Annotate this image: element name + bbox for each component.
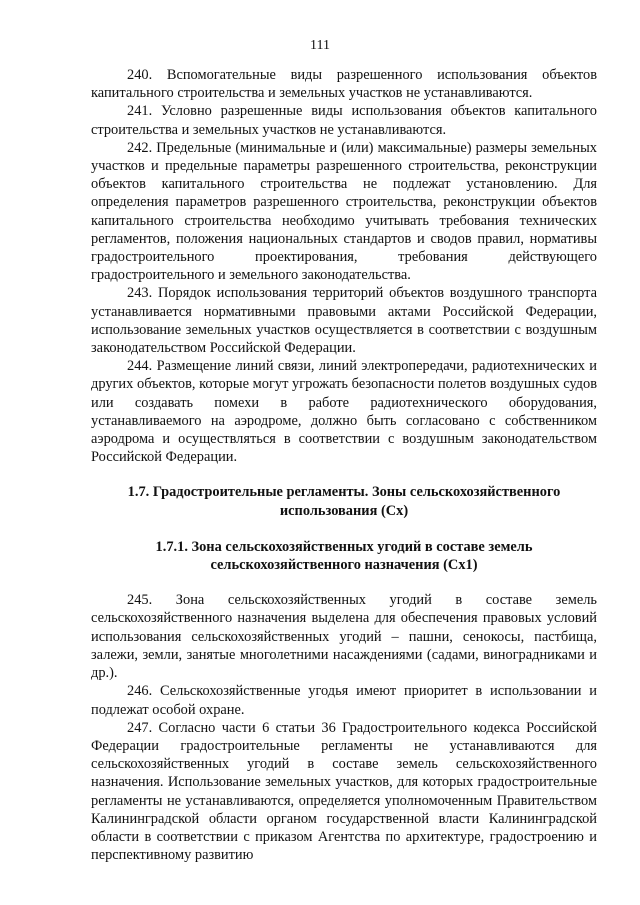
- document-body: [91, 66, 597, 864]
- paragraph-243: 243. Порядок использования территорий объектов воздушного транспорта устанавливается нормативными правовыми актами Российской Федерации, использование земельных участков осуществляется в соответствии с воздушным законодательством Российской Федерации.: [91, 285, 597, 357]
- paragraph-245: 245. Зона сельскохозяйственных угодий в составе земель сельскохозяйственного назначения выделена для обеспечения правовых условий использования сельскохозяйственных угодий – пашни, сенокосы, пастбища, залежи, земли, занятые многолетними насаждениями (садами, виноградниками и др.).: [91, 592, 597, 682]
- paragraph-246: 246. Сельскохозяйственные угодья имеют приоритет в использовании и подлежат особой охране.: [91, 683, 597, 718]
- paragraph-244: 244. Размещение линий связи, линий электропередачи, радиотехнических и других объектов, которые могут угрожать безопасности полетов воздушных судов или создавать помехи в работе радиотехнического оборудования, устанавливаемого на аэродроме, должно быть согласовано с собственником аэродрома и осуществляться в соответствии с воздушным законодательством Российской Федерации.: [91, 358, 597, 466]
- paragraph-241: 241. Условно разрешенные виды использования объектов капитального строительства и земельных участков не устанавливаются.: [91, 103, 597, 138]
- paragraph-240: 240. Вспомогательные виды разрешенного использования объектов капитального строительства и земельных участков не устанавливаются.: [91, 67, 597, 102]
- subsection-heading: 1.7.1. Зона сельскохозяйственных угодий в составе земель сельскохозяйственного назначения (Сх1): [155, 538, 533, 574]
- paragraph-247: 247. Согласно части 6 статьи 36 Градостроительного кодекса Российской Федерации градостроительные регламенты не устанавливаются для сельскохозяйственных угодий в составе земель сельскохозяйственного назначения. Использование земельных участков, для которых градостроительные регламенты не устанавливаются, определяется уполномоченным Правительством Калининградской области органом государственной власти Калининградской области в соответствии с приказом Агентства по архитектуре, градостроению и перспективному развитию: [91, 719, 597, 864]
- section-heading: 1.7. Градостроительные регламенты. Зоны сельскохозяйственного использования (Сх): [127, 484, 561, 519]
- paragraph-242: 242. Предельные (минимальные и (или) максимальные) размеры земельных участков и предельные параметры разрешенного строительства, реконструкции объектов капитального строительства не подлежат установлению. Для определения параметров разрешенного строительства, реконструкции объектов капитального строительства необходимо учитывать требования технических регламентов, положения национальных стандартов и сводов правил, нормативы градостроительного проектирования, требования действующего градостроительного и земельного законодательства.: [91, 139, 597, 284]
- page-number: 111: [310, 38, 330, 53]
